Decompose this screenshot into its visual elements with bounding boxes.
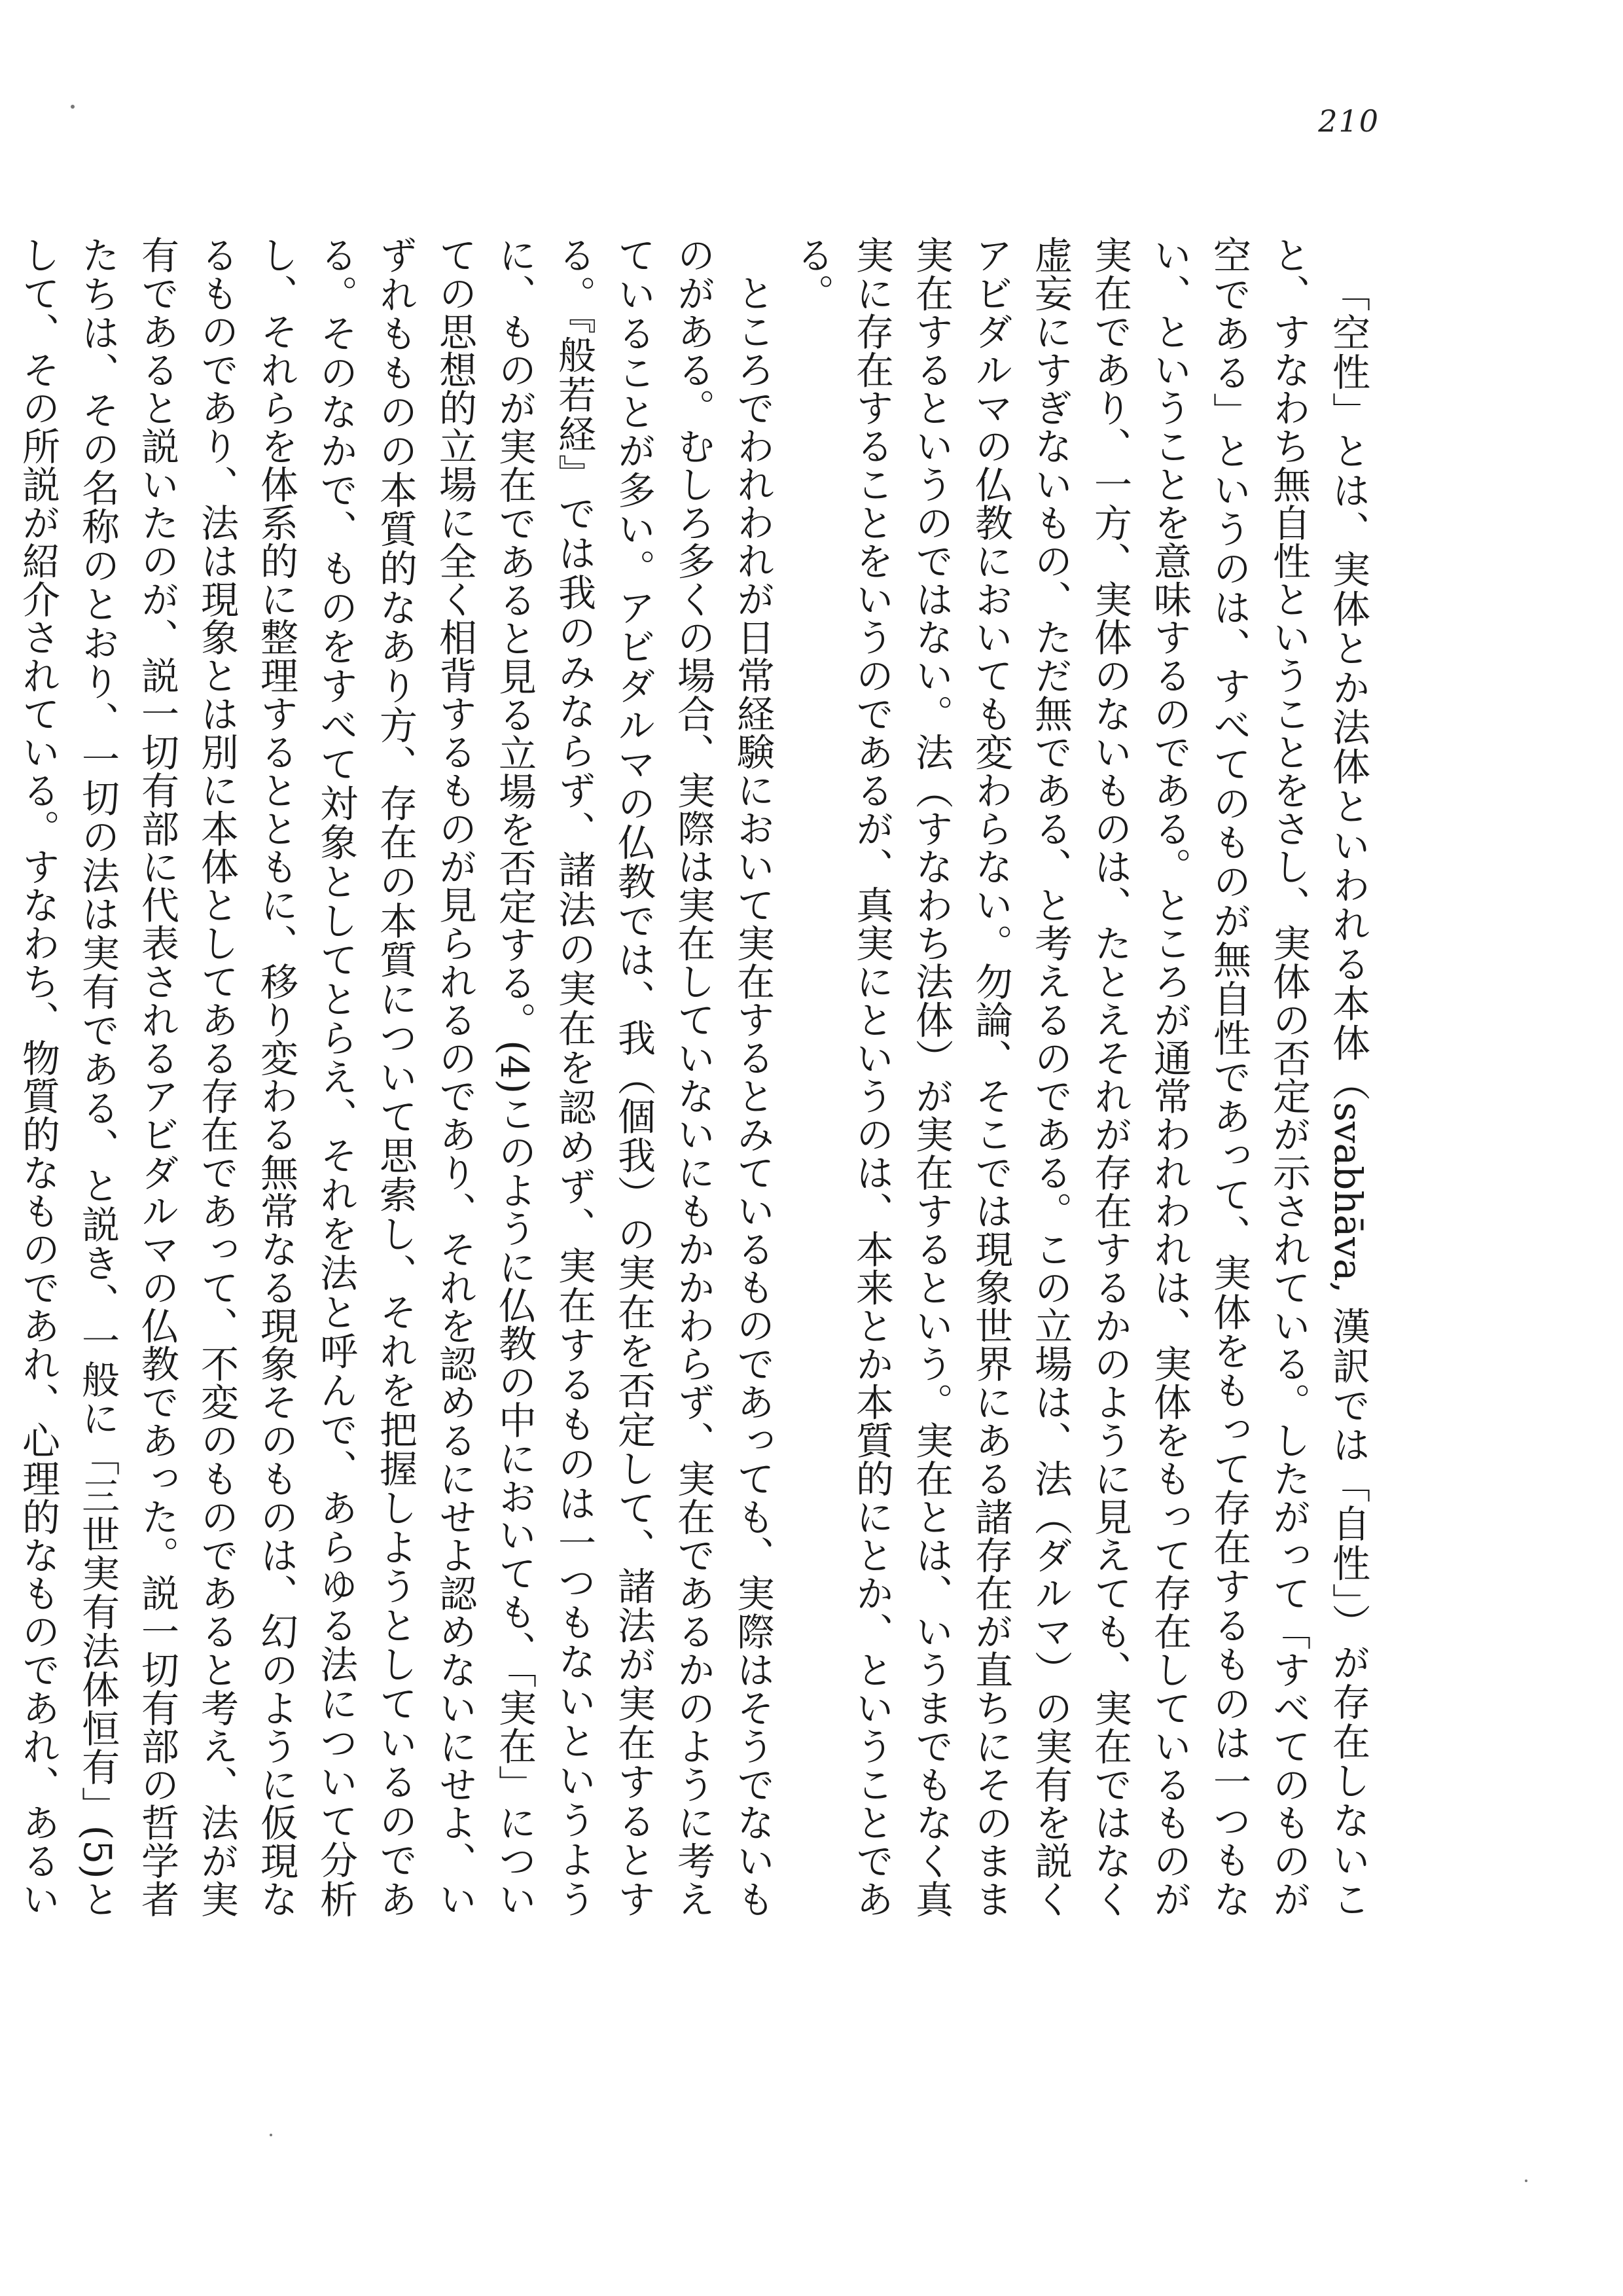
- paragraph-2: ところでわれわれが日常経験において実在するとみているものであっても、実際はそうでないものがある。むしろ多くの場合、実際は実在していないにもかかわらず、実在であるかのように考えていることが多い。アビダルマの仏教では、我（個我）の実在を否定して、諸法が実在するとする。『般若経』では我のみならず、諸法の実在を認めず、実在するものは一つもないというように、ものが実在であると見る立場を否定する。(4)このように仏教の中においても、「実在」についての思想的立場に全く相背するものが見られるのであり、それを認めるにせよ認めないにせよ、いずれもものの本質的なあり方、存在の本質について思索し、それを把握しようとしているのである。そのなかで、ものをすべて対象としてとらえ、それを法と呼んで、あらゆる法について分析し、それらを体系的に整理するとともに、移り変わる無常なる現象そのものは、幻のように仮現なるものであり、法は現象とは別に本体としてある存在であって、不変のものであると考え、法が実有であると説いたのが、説一切有部に代表されるアビダルマの仏教であった。説一切有部の哲学者たちは、その名称のとおり、一切の法は実有である、と説き、一般に「三世実有法体恒有」(5)として、その所説が紹介されている。すなわち、物質的なものであれ、心理的なものであれ、あるい: [16, 236, 775, 1918]
- scan-speck: [1525, 2179, 1527, 2182]
- scan-speck: [270, 2134, 272, 2136]
- scan-speck: [71, 105, 75, 109]
- page-number: 210: [1318, 103, 1380, 139]
- body-text: [16, 236, 1378, 1918]
- paragraph-1: 「空性」とは、実体とか法体といわれる本体（svabhāva, 漢訳では「自性」）が存在しないこと、すなわち無自性ということをさし、実体の否定が示されている。したがって「すべてのものが空である」というのは、すべてのものが無自性であって、実体をもって存在するものは一つもない、ということを意味するのである。ところが通常われわれは、実体をもって存在しているものが実在であり、一方、実体のないものは、たとえそれが存在するかのように見えても、実在ではなく虚妄にすぎないもの、ただ無である、と考えるのである。この立場は、法（ダルマ）の実有を説くアビダルマの仏教においても変わらない。勿論、そこでは現象世界にある諸存在が直ちにそのまま実在するというのではない。法（すなわち法体）が実在するという。実在とは、いうまでもなく真実に存在することをいうのであるが、真実にというのは、本来とか本質的にとか、ということである。: [790, 236, 1370, 1918]
